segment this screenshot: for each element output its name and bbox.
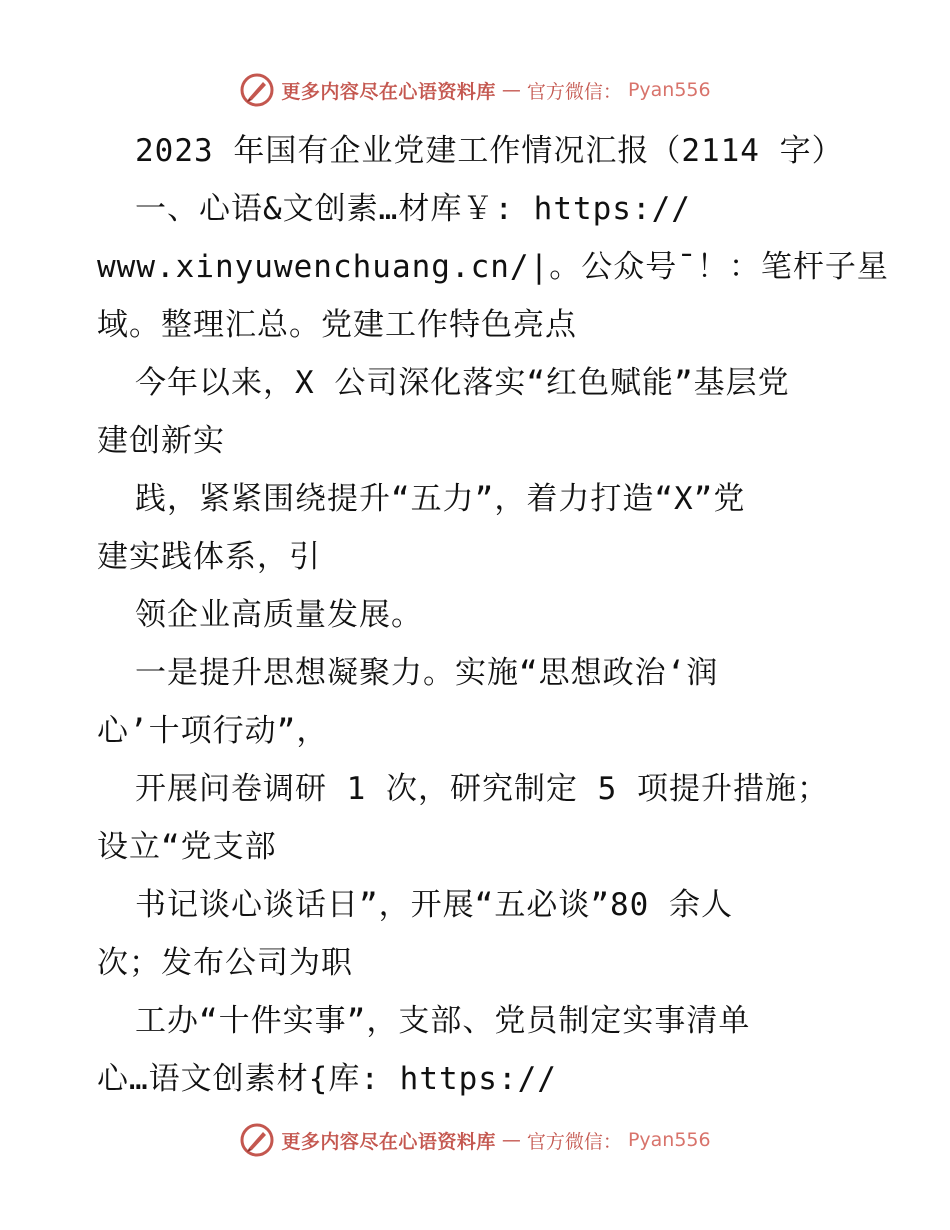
document-title: 2023 年国有企业党建工作情况汇报（2114 字）	[135, 133, 844, 169]
watermark-official-label: 官方微信：	[526, 80, 622, 103]
text-line: 心…语文创素材{库: https://	[97, 1061, 557, 1097]
text-line: 书记谈心谈话日”，开展“五必谈”80 余人	[135, 887, 733, 923]
watermark-wechat-id: Pyan556	[627, 1129, 711, 1151]
watermark-official-label: 官方微信：	[526, 1130, 622, 1153]
text-line: 域。整理汇总。党建工作特色亮点	[97, 307, 577, 343]
watermark-text: 更多内容尽在心语资料库	[281, 1130, 496, 1153]
text-line: 开展问卷调研 1 次，研究制定 5 项提升措施；	[135, 771, 829, 807]
text-line: 工办“十件实事”，支部、党员制定实事清单	[135, 1003, 751, 1039]
watermark-dash: —	[501, 79, 521, 101]
watermark-dash: —	[501, 1129, 521, 1151]
watermark-text: 更多内容尽在心语资料库	[281, 80, 496, 103]
text-line: 一、心语&文创素…材库￥: https://	[135, 191, 691, 227]
text-line: 建实践体系，引	[97, 539, 321, 575]
text-line: www.xinyuwenchuang.cn/|。公众号¯！：笔杆子星	[97, 249, 889, 285]
text-line: 践，紧紧围绕提升“五力”，着力打造“X”党	[135, 481, 746, 517]
header-watermark	[0, 70, 950, 110]
text-line: 一是提升思想凝聚力。实施“思想政治‘润	[135, 655, 719, 691]
text-line: 设立“党支部	[97, 829, 277, 865]
footer-watermark	[0, 1120, 950, 1160]
text-line: 心’十项行动”，	[97, 713, 329, 749]
pen-logo-icon	[239, 72, 275, 108]
text-line: 次；发布公司为职	[97, 945, 353, 981]
text-line: 领企业高质量发展。	[135, 597, 423, 633]
document-body	[97, 122, 889, 1108]
watermark-wechat-id: Pyan556	[627, 79, 711, 101]
text-line: 建创新实	[97, 423, 225, 459]
text-line: 今年以来，X 公司深化落实“红色赋能”基层党	[135, 365, 790, 401]
pen-logo-icon	[239, 1122, 275, 1158]
